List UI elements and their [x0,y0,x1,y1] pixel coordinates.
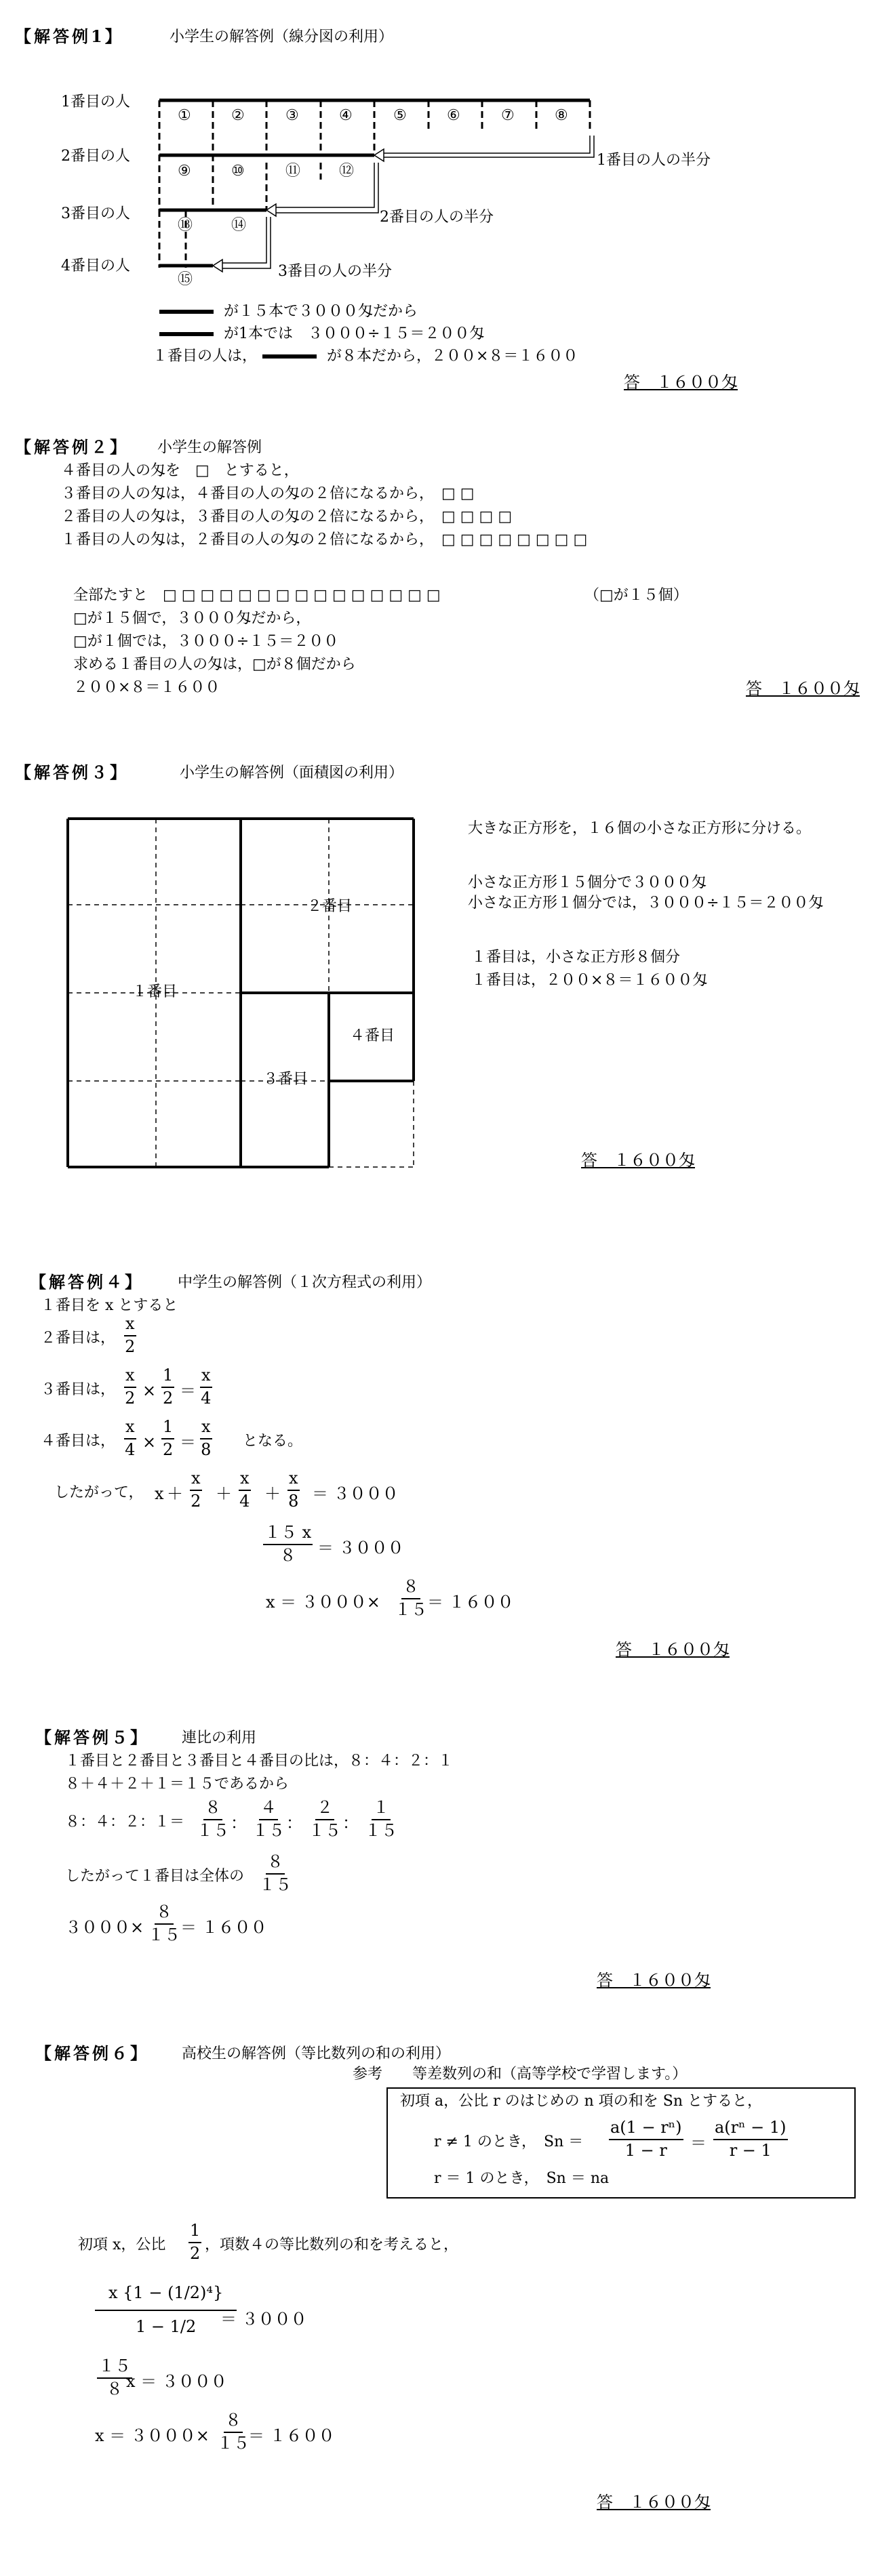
ex5-colon-3: ： [342,1814,359,1833]
ex2-line-9: ２００×８＝１６００ [73,679,220,696]
ex1-legend-1: が１５本で３０００匁だから [224,303,418,320]
ex4-plus-3: ＋ [264,1484,281,1503]
ex4-line-4: ４番目は， [41,1433,116,1450]
ex1-cell-15: ⑮ [178,271,193,288]
ex4-sum-result: ＝ ３０００ [312,1484,399,1503]
ex6-frac-8-15: ８ １５ [217,2411,250,2453]
ex5-line-2: ８＋４＋２＋１＝１５であるから [65,1776,290,1793]
ex3-text-3: 小さな正方形１個分では，３０００÷１５＝２００匁 [468,895,824,912]
ex6-frac-15-8: １５ ８ [98,2356,131,2398]
ex1-cell-6: ⑥ [447,107,460,124]
ex6-box-line-1: 初項 a，公比 r のはじめの n 項の和を Sn とすると， [400,2093,762,2110]
ex6-box-line-3: r ＝ 1 のとき， Sn ＝ na [434,2170,610,2187]
ex4-frac4-b: $\frac{1}{2}$ [163,1417,174,1459]
ex5-frac-1: １ １５ [365,1798,397,1840]
ex5-answer: 答 １６００匁 [597,1971,711,1990]
ex2-line-6: □が１５個で，３０００匁だから， [73,610,311,627]
ex1-cell-4: ④ [339,107,353,124]
ex5-line-5b: ＝ １６００ [180,1918,267,1937]
ex2-title: 小学生の解答例 [157,439,262,456]
ex6-title: 高校生の解答例（等比数列の和の利用） [182,2045,451,2062]
ex4-header: 【解答例４】 [30,1272,144,1292]
ex4-times-3: × [142,1381,157,1400]
ex4-sum-frac-4: $\frac{x}{4}$ [239,1469,250,1511]
ex4-eq-3: ＝ [180,1381,196,1400]
ex1-cell-3: ③ [285,107,299,124]
ex1-cell-9: ⑨ [178,163,191,180]
ex2-line-2: ３番目の人の匁は，４番目の人の匁の２倍になるから， □ □ [61,485,475,502]
ex1-cell-7: ⑦ [501,107,515,124]
ex2-line-8: 求める１番目の人の匁は，□が８個だから [73,656,356,673]
ex5-title: 連比の利用 [182,1730,257,1746]
ex6-box-frac-2: $\frac{\text{a(rⁿ − 1)}}{r - 1}$ [715,2118,787,2160]
ex1-answer: 答 １６００匁 [624,373,738,392]
ex3-header: 【解答例３】 [15,762,129,782]
ex4-frac3-b: $\frac{1}{2}$ [163,1366,174,1408]
ex4-line-1: １番目を x とすると [41,1297,178,1314]
ex3-text-2: 小さな正方形１５個分で３０００匁 [468,874,707,891]
ex4-line-3: ３番目は， [41,1381,116,1398]
ex4-answer: 答 １６００匁 [616,1640,730,1659]
ex3-region-4: ４番目 [350,1027,395,1044]
ex3-title: 小学生の解答例（面積図の利用） [180,764,404,781]
ex5-colon-1: ： [231,1814,247,1833]
ex2-answer: 答 １６００匁 [746,679,860,698]
ex1-legend-3a: １番目の人は， [153,348,258,365]
ex3-region-2: ２番目 [307,898,353,915]
ex6-line-1b: ，項数４の等比数列の和を考えると， [205,2236,459,2253]
ex6-box-frac-1: $\frac{\text{a(1 − rⁿ)}}{1 - r}$ [610,2118,682,2160]
ex3-region-3: ３番目 [263,1071,309,1088]
ex4-plus-2: ＋ [216,1484,232,1503]
ex4-times-4: × [142,1433,157,1452]
ex1-cell-14: ⑭ [231,217,247,234]
ex4-frac3-c: $\frac{x}{4}$ [201,1366,212,1408]
ex1-cell-1: ① [178,107,191,124]
ex4-frac3-a: $\frac{x}{2}$ [125,1366,136,1408]
ex4-frac-8-15: ８ １５ [395,1577,427,1619]
ex1-cell-2: ② [231,107,245,124]
ex1-legend-3b: が８本だから，２００×８＝１６００ [327,348,578,365]
ex4-eq-3000: ＝ ３０００ [317,1538,404,1557]
ex5-line-4: したがって１番目は全体の [65,1868,245,1885]
ex1-note-1: 1番目の人の半分 [597,152,711,169]
ex4-sum-frac-8: $\frac{x}{8}$ [288,1469,299,1511]
ex3-text-5: １番目は，２００×８＝１６００匁 [471,972,708,989]
ex1-note-3: 3番目の人の半分 [278,263,392,280]
ex3-text-4: １番目は，小さな正方形８個分 [471,949,681,966]
ex4-frac4-c: $\frac{x}{8}$ [201,1417,212,1459]
ex5-colon-2: ： [286,1814,302,1833]
ex1-note-2: 2番目の人の半分 [380,209,494,226]
ex5-frac-result: ８ １５ [148,1902,180,1944]
ex5-frac-8: ８ １５ [197,1798,229,1840]
ex4-title: 中学生の解答例（１次方程式の利用） [178,1274,432,1291]
ex2-line-1: ４番目の人の匁を □ とすると， [61,462,299,479]
ex1-person-3: 3番目の人 [61,205,130,222]
ex4-line-5: したがって， [54,1484,144,1501]
ex2-line-4: １番目の人の匁は，２番目の人の匁の２倍になるから， □ □ □ □ □ □ □ □ [61,531,588,548]
ex4-plus-1: ＋ [167,1484,183,1503]
ex6-line-1a: 初項 x，公比 [78,2236,166,2253]
ex1-person-2: 2番目の人 [61,148,130,165]
ex4-frac-x-2: $\frac{x}{2}$ [125,1314,136,1356]
ex5-frac-4: ４ １５ [252,1798,285,1840]
ex6-box-line-2: r ≠ 1 のとき， Sn ＝ [434,2133,584,2150]
ex4-x: x [155,1484,164,1503]
ex1-cell-5: ⑤ [393,107,407,124]
ex2-line-5b: （□が１５個） [584,587,688,604]
ex5-line-1: １番目と２番目と３番目と４番目の比は，８：４：２：１ [65,1753,454,1770]
ex1-cell-13: ⑬ [178,217,193,234]
ex5-frac-whole: ８ １５ [259,1852,292,1894]
ex6-frac-half: $\frac{1}{2}$ [190,2221,201,2263]
ex6-line-4b: ＝ １６００ [248,2426,335,2445]
ex6-answer: 答 １６００匁 [597,2493,711,2512]
ex2-header: 【解答例２】 [15,437,129,457]
ex6-line-3: x ＝ ３０００ [126,2372,227,2391]
ex4-line-4b: となる。 [243,1433,303,1450]
ex4-frac4-a: $\frac{x}{4}$ [125,1417,136,1459]
ex4-line-2: ２番目は， [41,1330,116,1347]
ex5-line-5a: ３０００× [65,1918,144,1937]
ex4-frac-15x-8: １５ x ８ [264,1523,312,1565]
ex5-frac-2: ２ １５ [309,1798,341,1840]
ex3-answer: 答 １６００匁 [581,1151,695,1170]
ex5-header: 【解答例５】 [35,1727,149,1747]
ex1-person-1: 1番目の人 [61,94,130,110]
ex5-line-3: ８：４：２：１＝ [65,1814,185,1831]
ex1-cell-12: ⑫ [339,163,355,180]
ex6-box-eq: ＝ [690,2133,707,2152]
ex4-eq-4: ＝ [180,1433,196,1452]
ex3-text-1: 大きな正方形を，１６個の小さな正方形に分ける。 [468,820,812,837]
ex6-header: 【解答例６】 [35,2043,149,2063]
ex1-title: 小学生の解答例（線分図の利用） [170,28,394,45]
ex6-eq-3000: ＝ ３０００ [220,2310,307,2329]
ex1-legend-2: が1本では ３０００÷１５＝２００匁 [224,325,485,342]
ex1-person-4: 4番目の人 [61,258,130,274]
ex1-cell-10: ⑩ [231,163,245,180]
ex4-line-7b: ＝ １６００ [427,1593,514,1612]
ex6-big-fraction: $\frac{\text{x \{1 − (1/2)⁴\}}}{1 - 1/2}$ [95,2284,237,2336]
ex6-line-4a: x ＝ ３０００× [95,2426,210,2445]
ex2-line-3: ２番目の人の匁は，３番目の人の匁の２倍になるから， □ □ □ □ [61,508,513,525]
ex2-line-5: 全部たすと □ □ □ □ □ □ □ □ □ □ □ □ □ □ □ [73,587,441,604]
ex1-header: 【解答例1】 [15,26,124,46]
ex1-cell-8: ⑧ [555,107,568,124]
ex3-region-1: １番目 [132,983,178,1000]
ex4-line-7a: x ＝ ３０００× [266,1593,380,1612]
ex6-reference: 参考 等差数列の和（高等学校で学習します。） [353,2066,688,2083]
ex2-line-7: □が１個では，３０００÷１５＝２００ [73,633,339,650]
ex1-cell-11: ⑪ [285,163,301,180]
ex4-sum-frac-2: $\frac{x}{2}$ [191,1469,201,1511]
